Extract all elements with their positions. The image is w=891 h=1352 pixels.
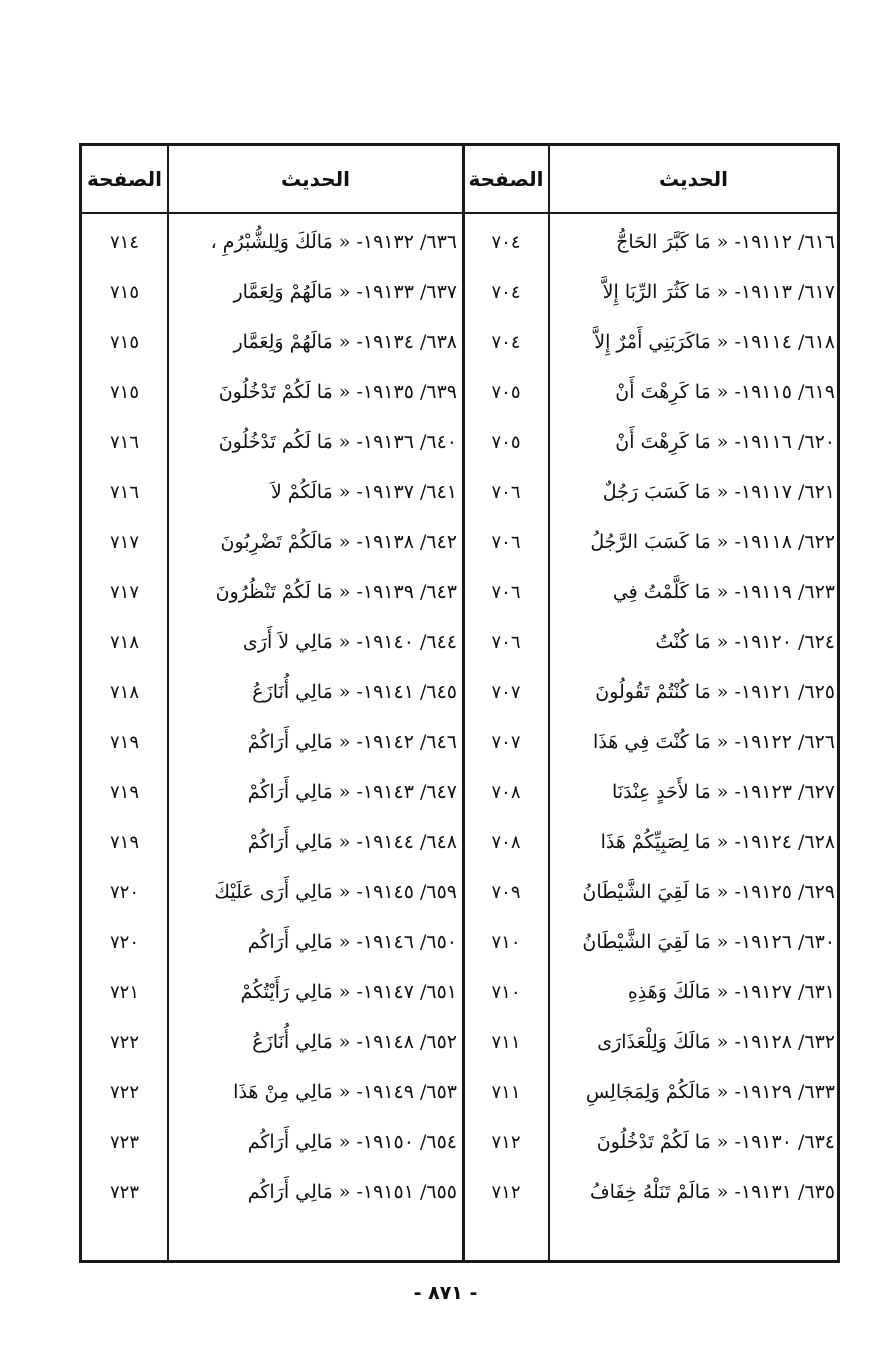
hadith-entry-left: ٦٤٧/ ١٩١٤٣- « مَالِي أَرَاكُمْ	[247, 781, 457, 803]
page-number-right: ٧٠٦	[491, 481, 521, 503]
page-number-left: ٧١٧	[110, 581, 140, 603]
page-number-right: ٧٠٤	[491, 331, 521, 353]
hadith-entry-right: ٦١٧/ ١٩١١٣- « مَا كَثُرَ الرِّبَا إِلاَّ	[602, 281, 835, 303]
hadith-entry-left: ٦٤٤/ ١٩١٤٠- « مَالِي لاَ أَرَى	[242, 631, 457, 653]
page-number-left: ٧١٥	[110, 331, 140, 353]
table-row	[82, 517, 837, 567]
hadith-entry-left: ٦٥٣/ ١٩١٤٩- « مَالِي مِنْ هَذَا	[233, 1081, 457, 1103]
hadith-entry-left: ٦٤٨/ ١٩١٤٤- « مَالِي أَرَاكُمْ	[247, 831, 457, 853]
page-number-right: ٧٠٦	[491, 531, 521, 553]
hadith-entry-left: ٦٤٦/ ١٩١٤٢- « مَالِي أَرَاكُمْ	[247, 731, 457, 753]
page-number-left: ٧٢٣	[110, 1131, 140, 1153]
hadith-entry-left: ٦٤٠/ ١٩١٣٦- « مَا لَكُم تَدْخُلُونَ	[218, 431, 457, 453]
header-page-left: الصفحة	[87, 167, 163, 191]
page-number-left: ٧١٩	[110, 781, 140, 803]
table-row	[82, 817, 837, 867]
table-row	[82, 617, 837, 667]
hadith-entry-left: ٦٥١/ ١٩١٤٧- « مَالِي رَأَيْتُكُمْ	[240, 981, 457, 1003]
table-row	[82, 467, 837, 517]
page-number-right: ٧٠٨	[491, 831, 521, 853]
table-row	[82, 1017, 837, 1067]
page-number-right: ٧٠٥	[491, 381, 521, 403]
hadith-entry-left: ٦٤٣/ ١٩١٣٩- « مَا لَكُمْ تَنْظُرُونَ	[215, 581, 457, 603]
table-row	[82, 767, 837, 817]
table-row	[82, 1167, 837, 1217]
hadith-entry-right: ٦٢٧/ ١٩١٢٣- « مَا لأَحَدٍ عِنْدَنَا	[612, 781, 835, 803]
page-number-right: ٧٠٥	[491, 431, 521, 453]
hadith-entry-right: ٦٣٣/ ١٩١٢٩- « مَالَكُمْ وَلِمَجَالِسِ	[585, 1081, 835, 1103]
page-number-right: ٧٠٨	[491, 781, 521, 803]
table-row	[82, 917, 837, 967]
hadith-entry-left: ٦٥٤/ ١٩١٥٠- « مَالِي أَرَاكُم	[247, 1131, 457, 1153]
table-row	[82, 867, 837, 917]
hadith-entry-left: ٦٣٧/ ١٩١٣٣- « مَالَهُمْ وَلِعَمَّار	[233, 281, 457, 303]
hadith-entry-left: ٦٥٠/ ١٩١٤٦- « مَالِي أَرَاكُم	[247, 931, 457, 953]
hadith-entry-left: ٦٣٦/ ١٩١٣٢- « مَالَكَ وَلِلشُّبْرُمِ ،	[210, 231, 457, 253]
page-number-left: ٧١٥	[110, 381, 140, 403]
page-number-left: ٧١٨	[110, 631, 140, 653]
table-row	[82, 317, 837, 367]
hadith-entry-left: ٦٤١/ ١٩١٣٧- « مَالَكُمْ لاَ	[270, 481, 457, 503]
page-number-right: ٧١٠	[491, 931, 521, 953]
table-row	[82, 967, 837, 1017]
page-number-right: ٧٠٧	[491, 731, 521, 753]
page-number: - ٨٧١ -	[413, 1282, 478, 1304]
table-row	[82, 217, 837, 267]
table-row	[82, 717, 837, 767]
page-number-left: ٧٢٠	[110, 931, 140, 953]
page-number-right: ٧١٢	[491, 1131, 521, 1153]
page-number-left: ٧١٩	[110, 831, 140, 853]
page-number-right: ٧١١	[491, 1031, 521, 1053]
page-number-right: ٧١٢	[491, 1181, 521, 1203]
hadith-entry-right: ٦٣٢/ ١٩١٢٨- « مَالَكَ وَلِلْعَذَارَى	[597, 1031, 835, 1053]
page-number-left: ٧١٩	[110, 731, 140, 753]
hadith-entry-left: ٦٥٢/ ١٩١٤٨- « مَالِي أُنَازَعُ	[252, 1031, 457, 1053]
table-row	[82, 267, 837, 317]
hadith-entry-right: ٦٣١/ ١٩١٢٧- « مَالَكَ وَهَذِهِ	[627, 981, 835, 1003]
hadith-entry-right: ٦٣٥/ ١٩١٣١- « مَالَمْ تَنَلْهُ خِفَافُ	[589, 1181, 835, 1203]
page-number-left: ٧١٦	[110, 431, 140, 453]
hadith-entry-right: ٦٢٢/ ١٩١١٨- « مَا كَسَبَ الرَّجُلُ	[590, 531, 835, 553]
page-number-right: ٧٠٤	[491, 281, 521, 303]
page-number-right: ٧١٠	[491, 981, 521, 1003]
hadith-entry-right: ٦٢٥/ ١٩١٢١- « مَا كُنْتُمْ تَقُولُونَ	[595, 681, 835, 703]
hadith-entry-right: ٦٢٨/ ١٩١٢٤- « مَا لِصَبِيِّكُمْ هَذَا	[600, 831, 835, 853]
hadith-entry-left: ٦٥٩/ ١٩١٤٥- « مَالِي أَرَى عَلَيْكَ	[214, 881, 457, 903]
page-number-left: ٧٢٢	[110, 1081, 140, 1103]
page-number-right: ٧٠٧	[491, 681, 521, 703]
hadith-entry-right: ٦٣٠/ ١٩١٢٦- « مَا لَقِيَ الشَّيْطَانُ	[582, 931, 835, 953]
page-number-left: ٧٢٢	[110, 1031, 140, 1053]
page-number-left: ٧١٤	[110, 231, 140, 253]
header-page-right: الصفحة	[468, 167, 544, 191]
hadith-entry-right: ٦١٩/ ١٩١١٥- « مَا كَرِهْتَ أَنْ	[615, 381, 835, 403]
page-number-right: ٧٠٩	[491, 881, 521, 903]
table-row	[82, 1067, 837, 1117]
hadith-entry-right: ٦٢١/ ١٩١١٧- « مَا كَسَبَ رَجُلٌ	[602, 481, 835, 503]
header-hadith-right: الحديث	[659, 167, 729, 191]
table-row	[82, 1117, 837, 1167]
hadith-entry-left: ٦٤٥/ ١٩١٤١- « مَالِي أُنَازَعُ	[252, 681, 457, 703]
hadith-entry-right: ٦٢٤/ ١٩١٢٠- « مَا كُنْتُ	[655, 631, 835, 653]
page-number-left: ٧١٧	[110, 531, 140, 553]
page-number-right: ٧٠٤	[491, 231, 521, 253]
page-number-left: ٧٢١	[110, 981, 140, 1003]
hadith-entry-left: ٦٥٥/ ١٩١٥١- « مَالِي أَرَاكُم	[247, 1181, 457, 1203]
table-row	[82, 667, 837, 717]
table-row	[82, 367, 837, 417]
hadith-entry-left: ٦٣٨/ ١٩١٣٤- « مَالَهُمْ وَلِعَمَّار	[233, 331, 457, 353]
hadith-entry-right: ٦١٦/ ١٩١١٢- « مَا كَبَّرَ الحَاجُّ	[616, 231, 835, 253]
header-hadith-left: الحديث	[281, 167, 351, 191]
table-row	[82, 417, 837, 467]
hadith-entry-right: ٦٣٤/ ١٩١٣٠- « مَا لَكُمْ تَدْخُلُونَ	[596, 1131, 835, 1153]
hadith-entry-right: ٦٢٠/ ١٩١١٦- « مَا كَرِهْتَ أَنْ	[615, 431, 835, 453]
hadith-entry-right: ٦٢٦/ ١٩١٢٢- « مَا كُنْتَ فِي هَذَا	[593, 731, 835, 753]
page-number-right: ٧٠٦	[491, 631, 521, 653]
page-number-right: ٧١١	[491, 1081, 521, 1103]
page-number-right: ٧٠٦	[491, 581, 521, 603]
index-table	[79, 143, 840, 1263]
header-divider	[82, 212, 837, 214]
page-number-left: ٧١٨	[110, 681, 140, 703]
page-number-left: ٧١٥	[110, 281, 140, 303]
hadith-entry-right: ٦١٨/ ١٩١١٤- « مَاكَرَبَنِي أَمْرٌ إِلاَّ	[594, 331, 835, 353]
hadith-entry-left: ٦٣٩/ ١٩١٣٥- « مَا لَكُمْ تَدْخُلُونَ	[218, 381, 457, 403]
hadith-entry-right: ٦٢٣/ ١٩١١٩- « مَا كَلَّمْتُ فِي	[612, 581, 835, 603]
page-number-left: ٧٢٣	[110, 1181, 140, 1203]
page-number-left: ٧٢٠	[110, 881, 140, 903]
hadith-entry-left: ٦٤٢/ ١٩١٣٨- « مَالَكُمْ تَضْرِبُونَ	[220, 531, 457, 553]
hadith-entry-right: ٦٢٩/ ١٩١٢٥- « مَا لَقِيَ الشَّيْطَانُ	[582, 881, 835, 903]
table-row	[82, 567, 837, 617]
page-number-left: ٧١٦	[110, 481, 140, 503]
